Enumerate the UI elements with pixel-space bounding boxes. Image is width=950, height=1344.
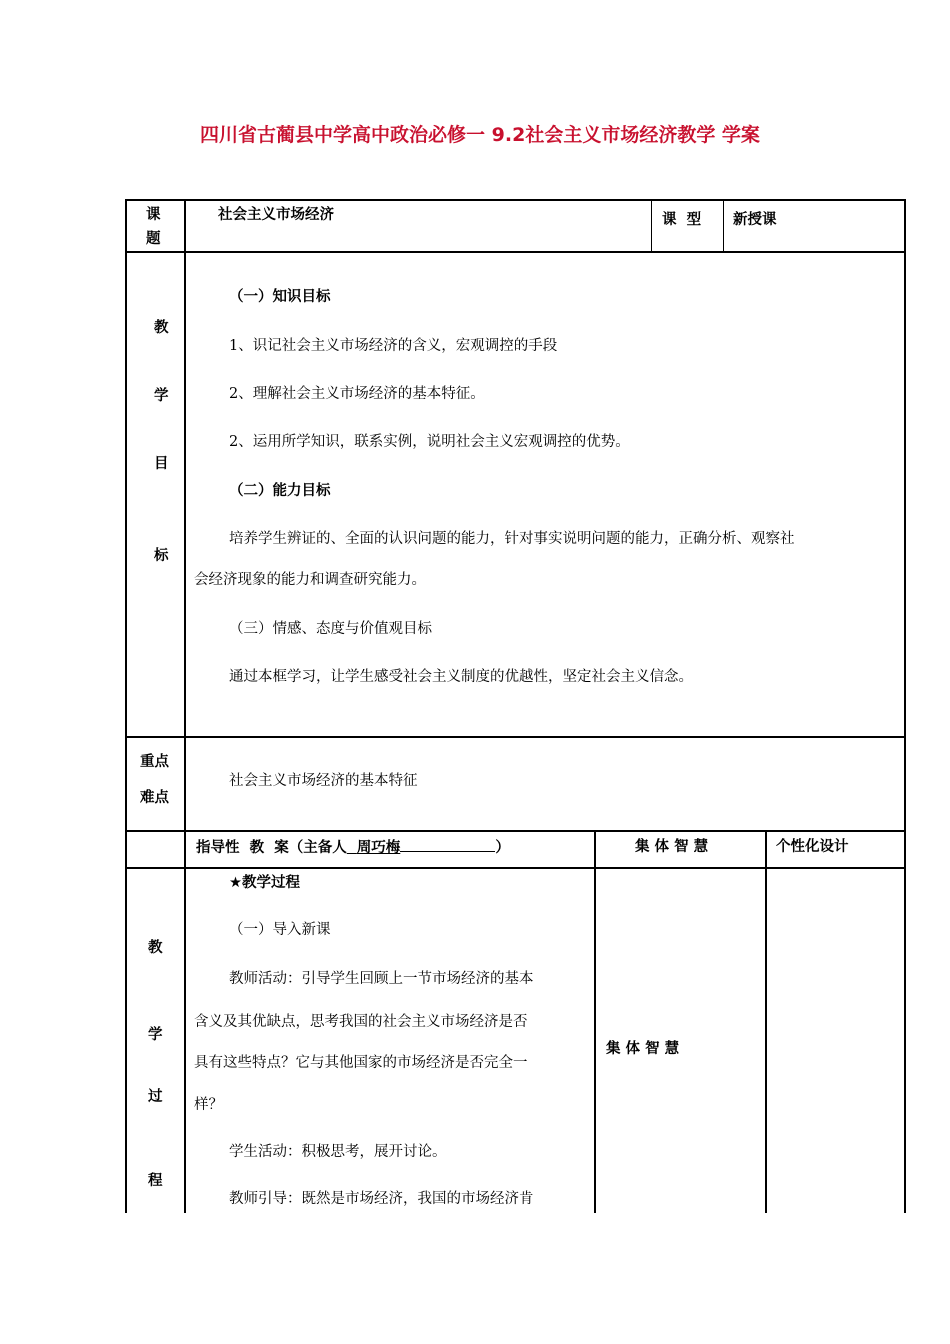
personal-header: 个性化设计 — [776, 839, 849, 855]
objectives-label-4: 标 — [154, 548, 169, 564]
teacher-activity: 教师活动：引导学生回顾上一节市场经济的基本 — [229, 971, 534, 987]
guide-prefix: 指导性 教 案（主备人 — [196, 840, 347, 856]
row-divider — [125, 251, 906, 253]
ability-text: 会经济现象的能力和调查研究能力。 — [194, 572, 426, 588]
key-points-label-1: 重点 — [140, 754, 169, 770]
key-points-label-2: 难点 — [140, 790, 169, 806]
teacher-activity: 样？ — [194, 1097, 223, 1113]
column-divider — [594, 830, 596, 1213]
process-label-1: 教 — [148, 940, 163, 956]
objective-item: 2、运用所学知识，联系实例，说明社会主义宏观调控的优势。 — [229, 434, 630, 450]
process-step: （一）导入新课 — [229, 922, 331, 938]
type-value: 新授课 — [733, 212, 777, 228]
guide-suffix: ） — [495, 840, 510, 856]
process-label-4: 程 — [148, 1173, 163, 1189]
objective-item: 1、识记社会主义市场经济的含义，宏观调控的手段 — [229, 338, 558, 354]
topic-label-2: 题 — [146, 231, 161, 247]
row-divider — [125, 830, 906, 832]
column-divider — [765, 830, 767, 1213]
process-label-2: 学 — [148, 1027, 163, 1043]
topic-label-1: 课 — [146, 207, 161, 223]
teacher-activity: 含义及其优缺点，思考我国的社会主义市场经济是否 — [194, 1014, 528, 1030]
objectives-label-1: 教 — [154, 320, 169, 336]
values-heading: （三）情感、态度与价值观目标 — [229, 621, 432, 637]
guide-plan-header — [196, 837, 510, 858]
column-divider — [184, 199, 186, 1213]
student-activity: 学生活动：积极思考，展开讨论。 — [229, 1144, 447, 1160]
column-divider — [723, 199, 724, 252]
teacher-activity: 具有这些特点？它与其他国家的市场经济是否完全一 — [194, 1055, 528, 1071]
ability-heading: （二）能力目标 — [229, 483, 331, 499]
topic-value: 社会主义市场经济 — [218, 207, 334, 223]
process-heading: ★教学过程 — [229, 875, 300, 891]
document-title: 四川省古蔺县中学高中政治必修一 9.2社会主义市场经济教学 学案 — [200, 124, 760, 146]
key-points-text: 社会主义市场经济的基本特征 — [229, 773, 418, 789]
row-divider — [125, 736, 906, 738]
row-divider — [125, 867, 906, 869]
knowledge-heading: （一）知识目标 — [229, 289, 331, 305]
objectives-label-2: 学 — [154, 388, 169, 404]
ability-text: 培养学生辨证的、全面的认识问题的能力，针对事实说明问题的能力，正确分析、观察社 — [229, 531, 795, 547]
underline-blank — [400, 837, 495, 852]
process-label-3: 过 — [148, 1089, 163, 1105]
collective-wisdom-text: 集 体 智 慧 — [606, 1041, 680, 1057]
type-label: 课 型 — [662, 212, 702, 228]
teacher-guide: 教师引导：既然是市场经济，我国的市场经济肯 — [229, 1191, 534, 1207]
author-text: 周巧梅 — [356, 840, 401, 856]
values-text: 通过本框学习，让学生感受社会主义制度的优越性，坚定社会主义信念。 — [229, 669, 693, 685]
objective-item: 2、理解社会主义市场经济的基本特征。 — [229, 386, 485, 402]
collective-header: 集 体 智 慧 — [635, 839, 709, 855]
objectives-label-3: 目 — [154, 456, 169, 472]
author-name — [347, 840, 496, 856]
column-divider — [651, 199, 652, 252]
